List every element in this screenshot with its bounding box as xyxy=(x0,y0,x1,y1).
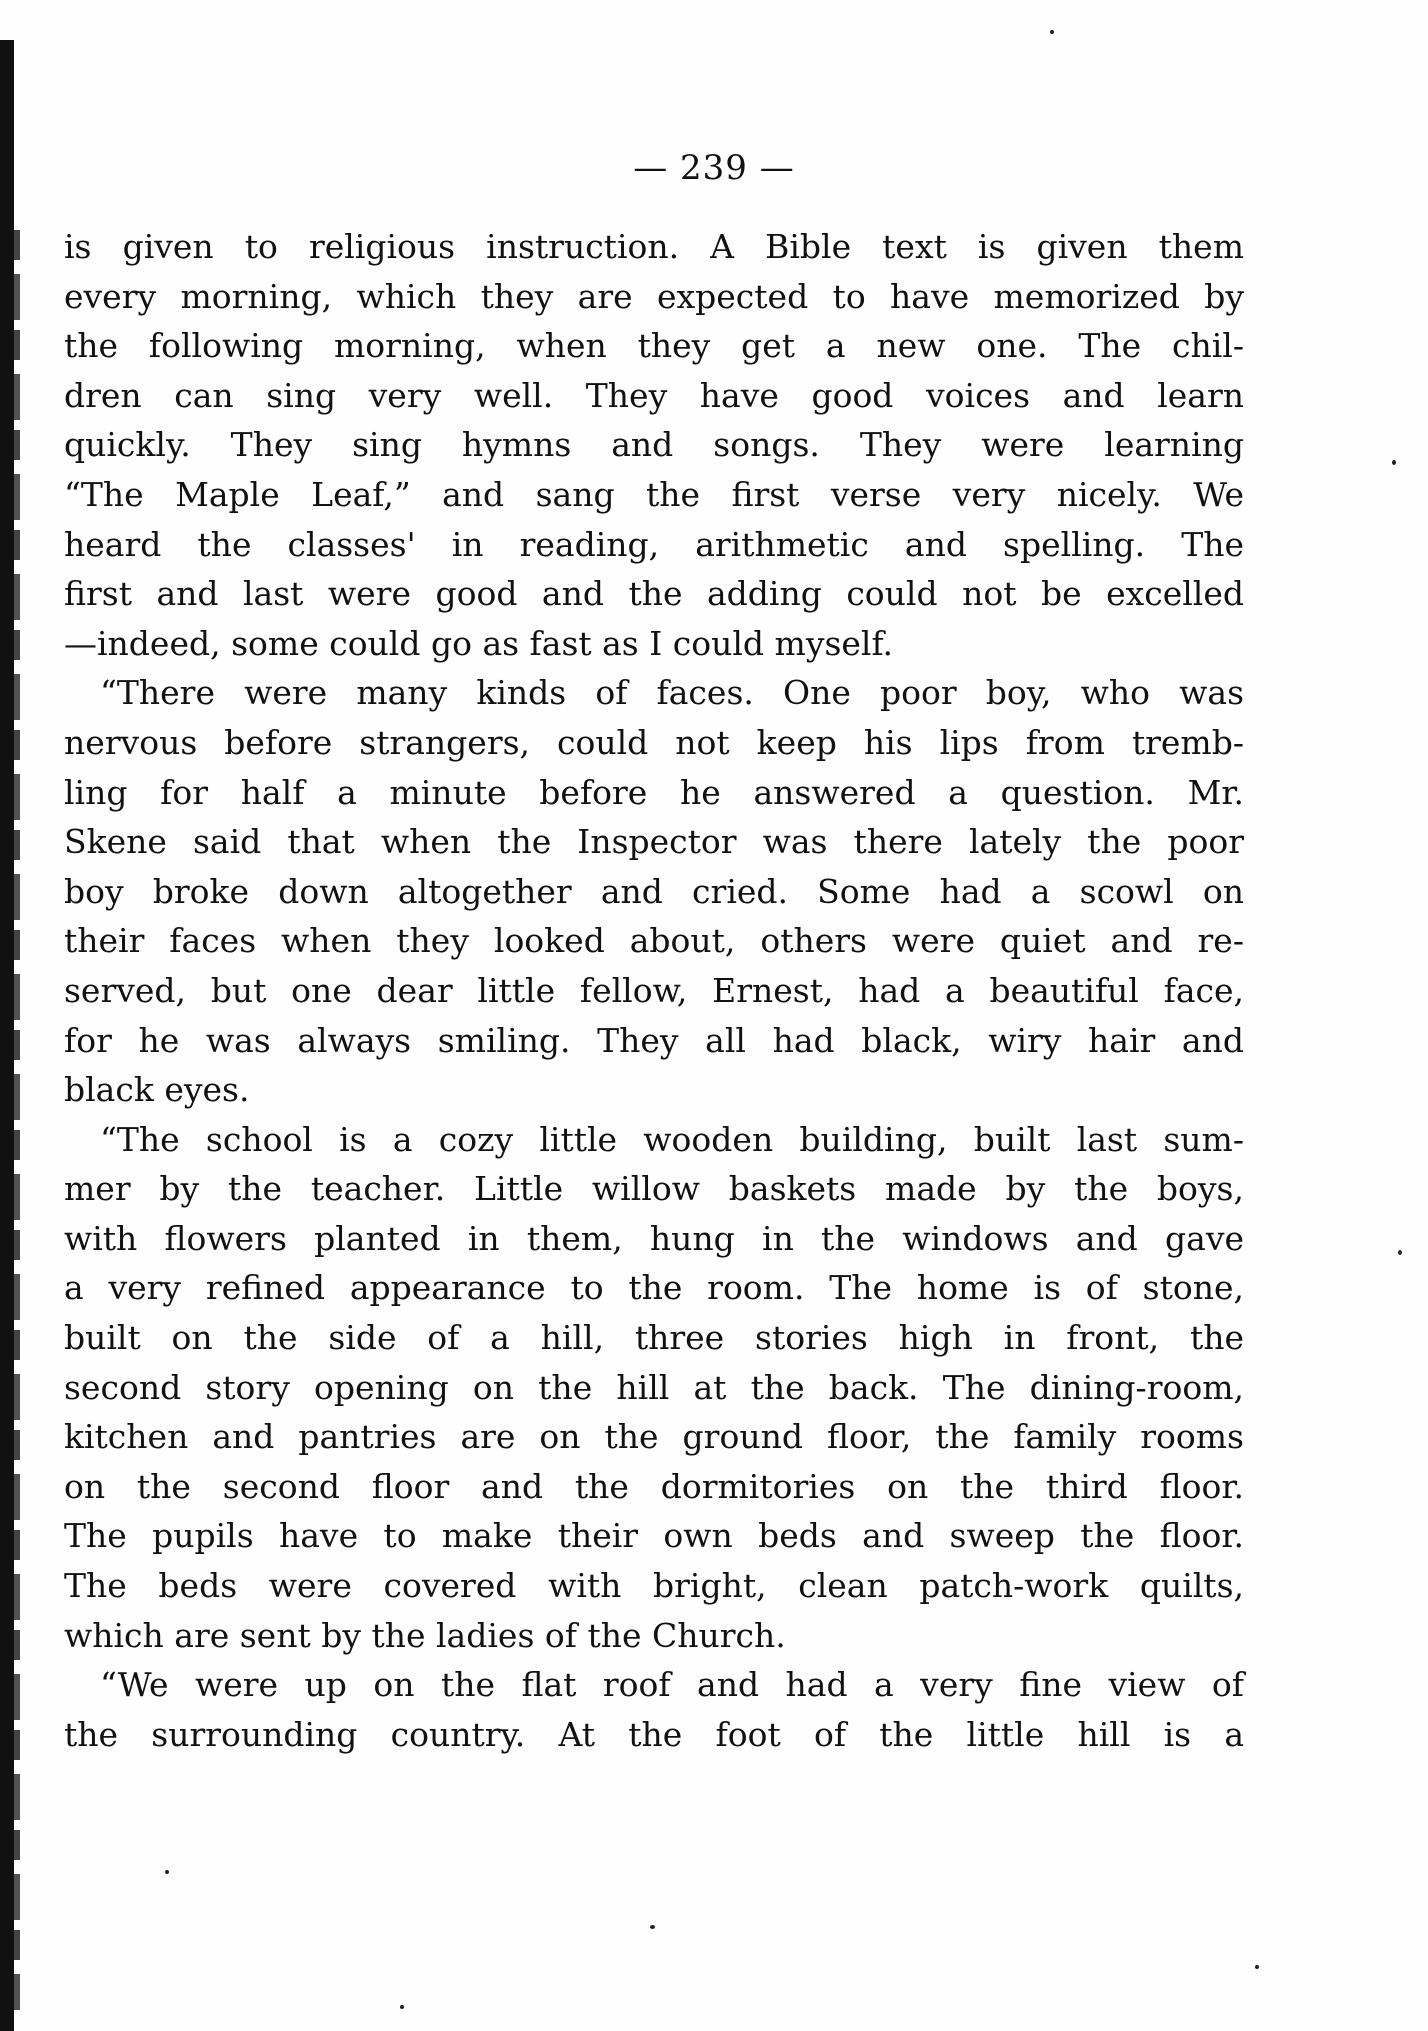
text-line: second story opening on the hill at the back. The dining-room, xyxy=(64,1367,1244,1407)
scan-speck xyxy=(1050,30,1054,34)
page-number: — 239 — xyxy=(633,148,795,188)
scan-speck xyxy=(165,1870,169,1874)
text-line: Skene said that when the Inspector was there lately the poor xyxy=(64,822,1244,862)
text-line: the following morning, when they get a new one. The chil- xyxy=(64,326,1244,366)
text-line: heard the classes' in reading, arithmetic and spelling. The xyxy=(64,524,1244,564)
binding-margin-marks xyxy=(14,230,20,2010)
text-line: which are sent by the ladies of the Church. xyxy=(64,1615,786,1655)
text-line: mer by the teacher. Little willow baskets made by the boys, xyxy=(64,1169,1244,1209)
text-line: “The school is a cozy little wooden building, built last sum- xyxy=(100,1119,1244,1159)
scan-speck xyxy=(1255,1965,1259,1969)
text-line: The pupils have to make their own beds and sweep the floor. xyxy=(64,1516,1244,1556)
text-line: for he was always smiling. They all had black, wiry hair and xyxy=(64,1020,1244,1060)
text-line: “We were up on the flat roof and had a very fine view of xyxy=(100,1665,1244,1705)
text-line: kitchen and pantries are on the ground floor, the family rooms xyxy=(64,1417,1244,1457)
text-line: black eyes. xyxy=(64,1070,250,1110)
text-line: with flowers planted in them, hung in the windows and gave xyxy=(64,1218,1244,1258)
body-text xyxy=(64,222,1244,1759)
text-line: ling for half a minute before he answered a question. Mr. xyxy=(64,772,1244,812)
text-line: nervous before strangers, could not keep his lips from tremb- xyxy=(64,722,1244,762)
text-line: built on the side of a hill, three stories high in front, the xyxy=(64,1318,1244,1358)
text-line: boy broke down altogether and cried. Some had a scowl on xyxy=(64,871,1244,911)
text-line: “There were many kinds of faces. One poor boy, who was xyxy=(100,673,1244,713)
text-line: served, but one dear little fellow, Ernest, had a beautiful face, xyxy=(64,970,1244,1010)
text-line: a very refined appearance to the room. The home is of stone, xyxy=(64,1268,1244,1308)
text-line: —indeed, some could go as fast as I could myself. xyxy=(64,623,894,663)
binding-shadow xyxy=(0,40,14,2031)
scan-speck xyxy=(650,1925,655,1929)
text-line: is given to religious instruction. A Bible text is given them xyxy=(64,227,1244,266)
text-line: the surrounding country. At the foot of the little hill is a xyxy=(64,1714,1244,1754)
text-line: The beds were covered with bright, clean patch-work quilts, xyxy=(64,1566,1244,1606)
text-line: their faces when they looked about, others were quiet and re- xyxy=(64,921,1244,961)
scan-speck xyxy=(400,2005,404,2009)
text-line: quickly. They sing hymns and songs. They were learning xyxy=(64,425,1244,465)
scan-speck xyxy=(1392,460,1396,465)
text-line: “The Maple Leaf,” and sang the first verse very nicely. We xyxy=(64,474,1244,514)
text-line: dren can sing very well. They have good voices and learn xyxy=(64,375,1244,415)
scan-speck xyxy=(1398,1250,1402,1255)
text-line: on the second floor and the dormitories on the third floor. xyxy=(64,1466,1244,1506)
text-line: every morning, which they are expected to have memorized by xyxy=(64,276,1244,316)
text-line: first and last were good and the adding could not be excelled xyxy=(64,574,1244,614)
